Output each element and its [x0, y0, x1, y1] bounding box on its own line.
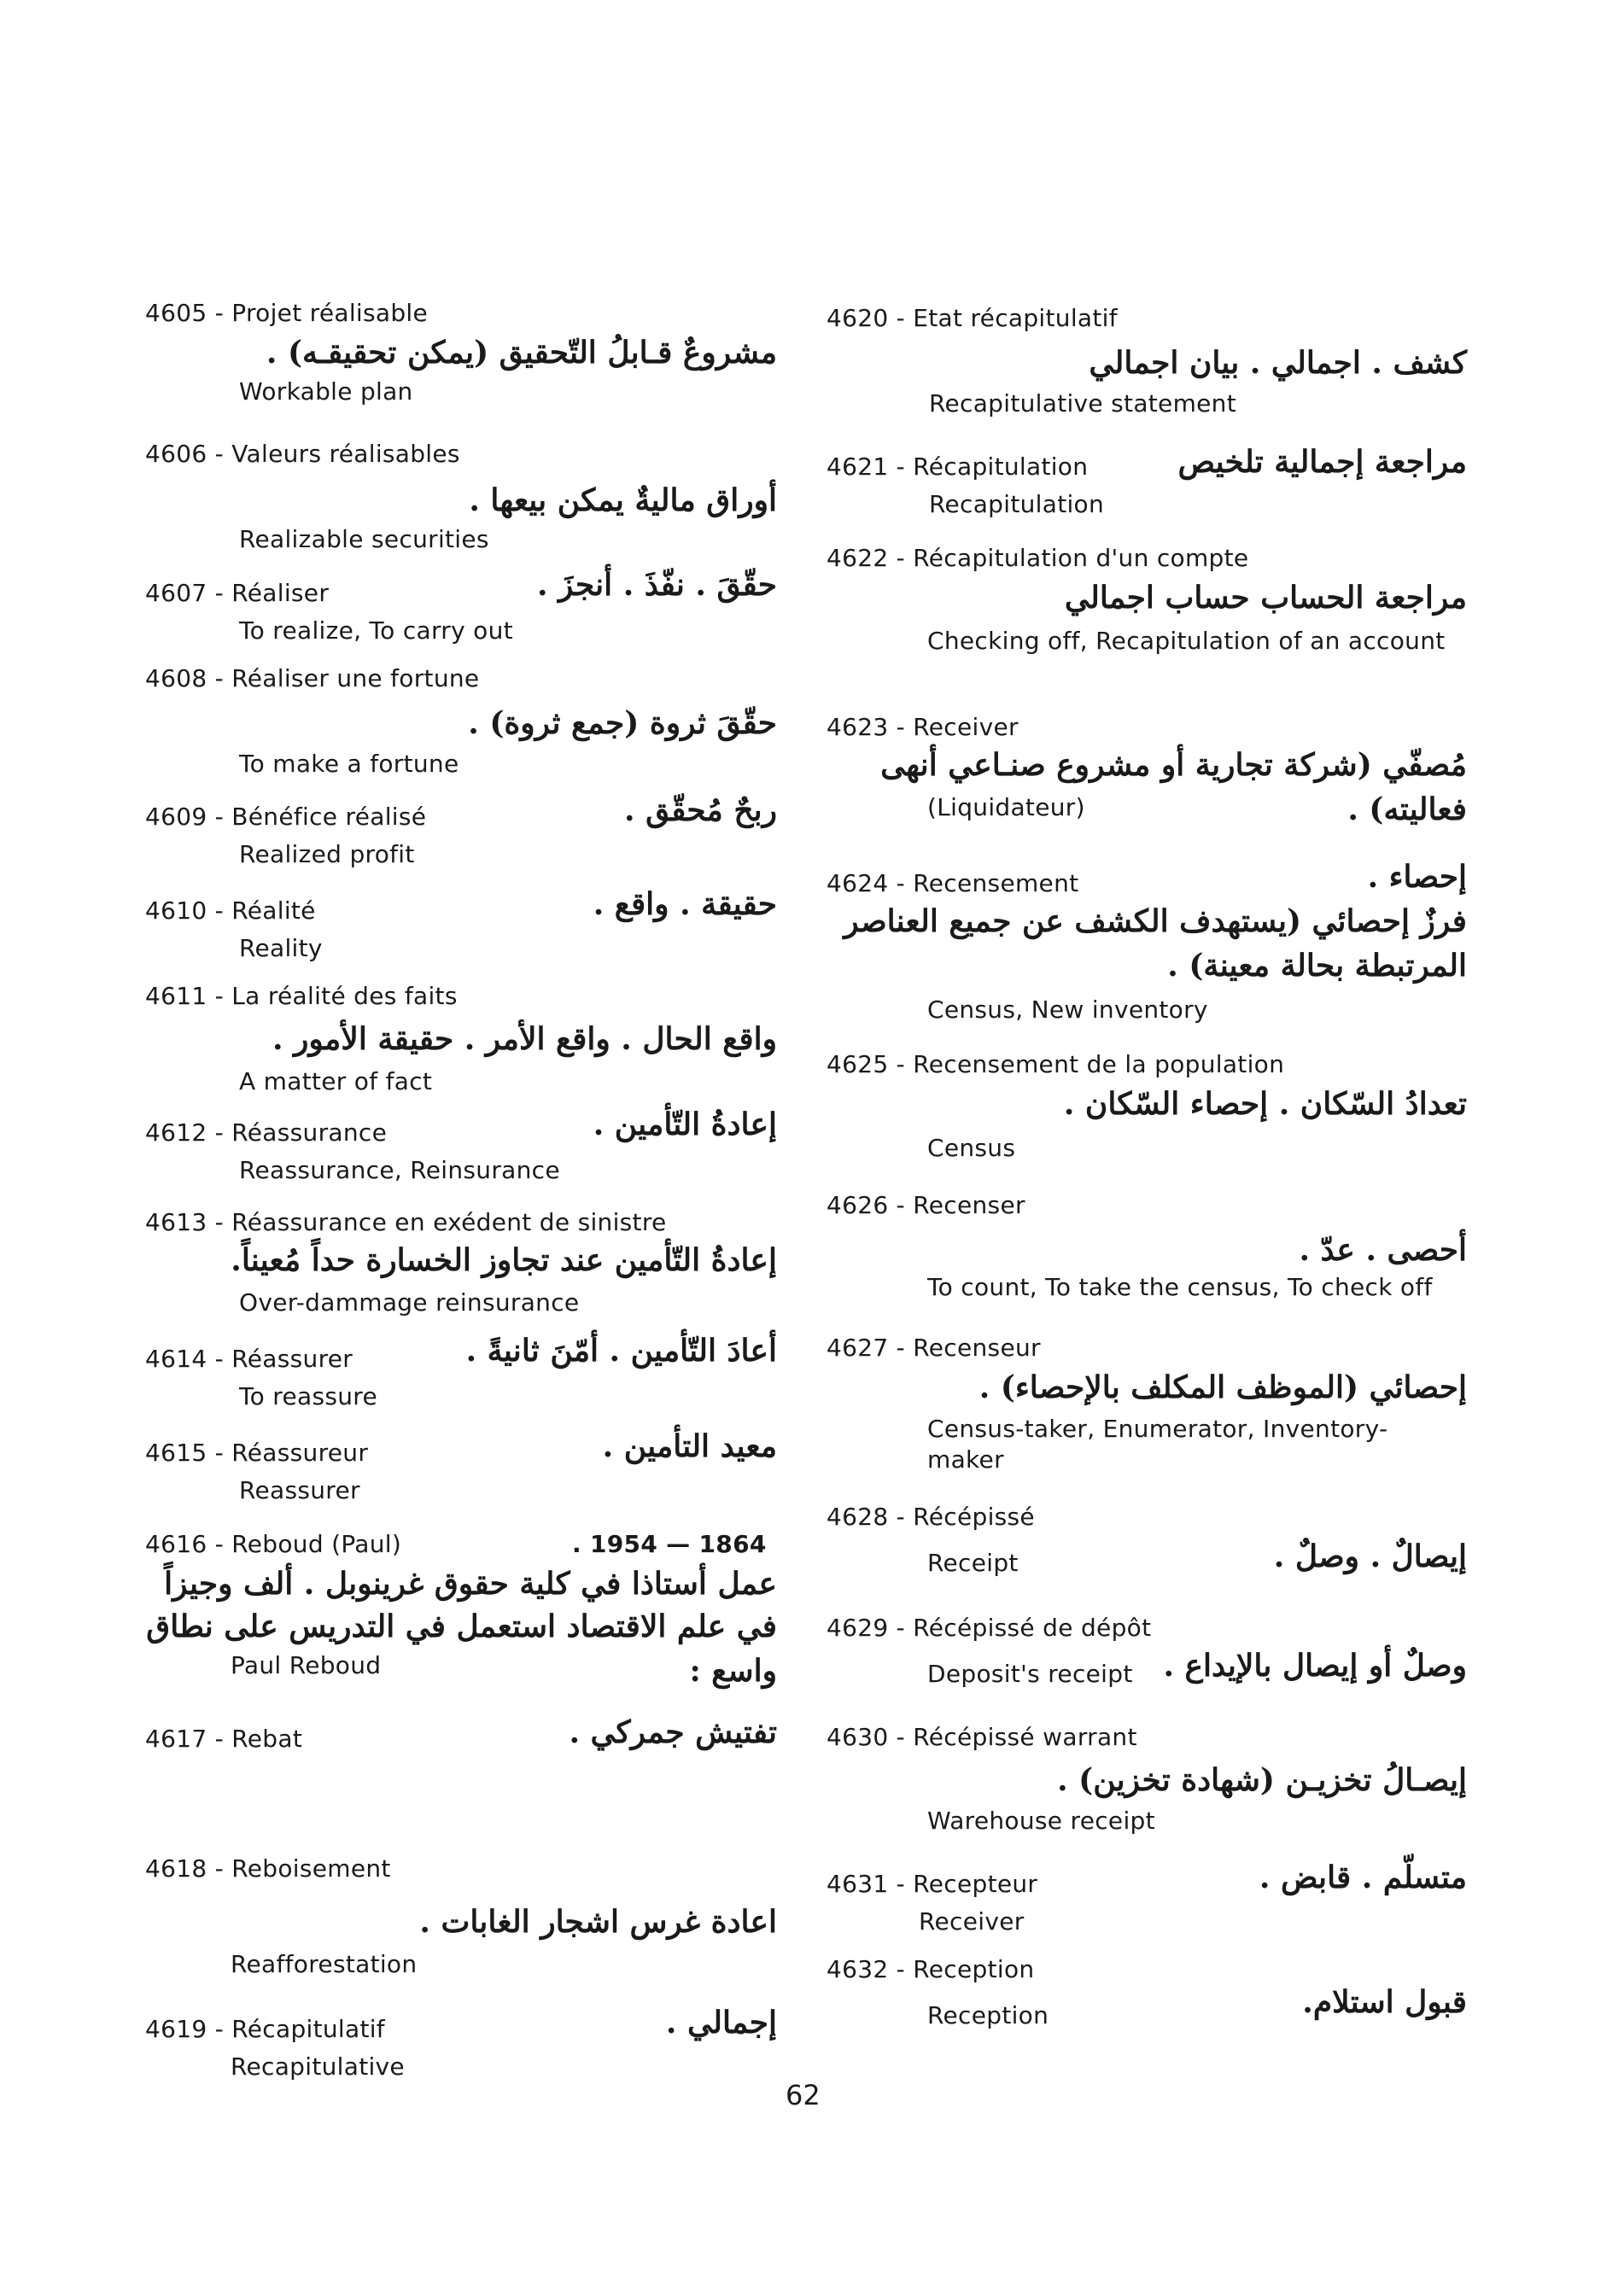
entry-arabic-term: معيد التأمين . — [602, 1428, 777, 1464]
page-number: 62 — [786, 2079, 821, 2111]
entry-english-term: Census — [927, 1134, 1016, 1162]
entry-english-term: Recapitulation — [929, 490, 1105, 518]
entry-english-term: To reassure — [239, 1382, 378, 1410]
entry-arabic-term: إحصاء . — [1367, 859, 1467, 895]
entry-english-term: Receiver — [919, 1907, 1025, 1936]
entry-arabic-term-line2: فعاليته) . — [1347, 791, 1467, 827]
entry-french-term: 4629 - Récépissé de dépôt — [827, 1614, 1152, 1642]
entry-arabic-term-line3: واسع : — [689, 1653, 777, 1689]
entry-english-term: Reception — [927, 2001, 1049, 2029]
entry-french-term: 4615 - Réassureur — [145, 1439, 369, 1467]
entry-arabic-term-line3: المرتبطة بحالة معينة) . — [1167, 948, 1467, 984]
entry-english-term: Reality — [239, 934, 323, 962]
entry-arabic-term: اعادة غرس اشجار الغابات . — [419, 1904, 777, 1940]
entry-arabic-term: واقع الحال . واقع الأمر . حقيقة الأمور . — [272, 1021, 777, 1057]
entry-french-term: 4632 - Reception — [827, 1955, 1035, 1983]
entry-french-term: 4626 - Recenser — [827, 1191, 1025, 1219]
entry-french-term: 4623 - Receiver — [827, 713, 1019, 741]
entry-english-term: Reafforestation — [231, 1950, 418, 1978]
entry-french-term: 4630 - Récépissé warrant — [827, 1723, 1137, 1751]
entry-french-term: 4617 - Rebat — [145, 1725, 303, 1753]
entry-french-term: 4620 - Etat récapitulatif — [827, 304, 1118, 332]
entry-french-term: 4619 - Récapitulatif — [145, 2015, 385, 2043]
entry-arabic-term: أوراق ماليةٌ يمكن بيعها . — [469, 482, 777, 518]
entry-english-term: Census, New inventory — [927, 996, 1208, 1024]
entry-arabic-term: مُصفّي (شركة تجارية أو مشروع صنـاعي أنهى — [880, 747, 1467, 783]
entry-english-term: Paul Reboud — [231, 1651, 382, 1679]
entry-arabic-term-line2: فرزٌ إحصائي (يستهدف الكشف عن جميع العناصر — [844, 903, 1467, 939]
entry-arabic-term: إيصـالُ تخزيـن (شهادة تخزين) . — [1057, 1762, 1467, 1798]
entry-french-term: 4605 - Projet réalisable — [145, 299, 429, 327]
entry-french-term: 4607 - Réaliser — [145, 579, 330, 607]
entry-english-term: Checking off, Recapitulation of an account — [927, 627, 1446, 655]
entry-english-term: To make a fortune — [239, 750, 459, 778]
entry-english-term: Reassurance, Reinsurance — [239, 1156, 560, 1184]
entry-arabic-term: وصلٌ أو إيصال بالإيداع . — [1163, 1648, 1467, 1684]
entry-french-term: 4624 - Recensement — [827, 869, 1079, 897]
entry-arabic-term: حقّقَ ثروة (جمع ثروة) . — [468, 705, 777, 741]
entry-arabic-term: إعادةُ التّأمين . — [593, 1106, 777, 1142]
entry-arabic-term: ربحٌ مُحقّق . — [624, 792, 777, 828]
entry-french-term: 4628 - Récépissé — [827, 1503, 1035, 1531]
entry-arabic-term: مشروعٌ قـابلُ التّحقيق (يمكن تحقيقـه) . — [266, 335, 777, 371]
entry-french-term: 4631 - Recepteur — [827, 1870, 1038, 1898]
entry-arabic-term: مراجعة الحساب حساب اجمالي — [1064, 580, 1467, 616]
entry-arabic-term: تعدادُ السّكان . إحصاء السّكان . — [1063, 1086, 1467, 1122]
entry-arabic-term: عمل أستاذا في كلية حقوق غرينوبل . ألف وجيزاً — [164, 1566, 777, 1602]
entry-arabic-term: مراجعة إجمالية تلخيص — [1177, 444, 1467, 480]
entry-arabic-term: إحصائي (الموظف المكلف بالإحصاء) . — [978, 1369, 1467, 1405]
entry-arabic-term: حقّقَ . نفّذَ . أنجزَ . — [536, 567, 777, 603]
entry-arabic-term: متسلّم . قابض . — [1259, 1860, 1467, 1895]
entry-arabic-term: حقيقة . واقع . — [593, 886, 777, 922]
entry-english-term: To realize, To carry out — [239, 616, 513, 645]
entry-english-term: Realized profit — [239, 840, 415, 868]
entry-french-term: 4613 - Réassurance en exédent de sinistre — [145, 1208, 667, 1236]
entry-english-term: Over-dammage reinsurance — [239, 1288, 580, 1317]
entry-english-term: Reassurer — [239, 1476, 360, 1504]
entry-french-term: 4618 - Reboisement — [145, 1854, 391, 1883]
entry-arabic-term: قبول استلام. — [1302, 1984, 1467, 2020]
entry-arabic-term: إجمالي . — [665, 2005, 777, 2041]
entry-dates: . 1954 — 1864 — [572, 1530, 767, 1558]
entry-french-term: 4610 - Réalité — [145, 896, 316, 925]
entry-english-term: Workable plan — [239, 377, 413, 406]
entry-french-term: 4606 - Valeurs réalisables — [145, 440, 460, 468]
entry-english-term: Recapitulative statement — [929, 389, 1237, 417]
entry-english-term: A matter of fact — [239, 1067, 433, 1095]
entry-french-term: 4611 - La réalité des faits — [145, 982, 458, 1010]
entry-french-term: 4627 - Recenseur — [827, 1334, 1041, 1362]
entry-english-term: Deposit's receipt — [927, 1660, 1133, 1688]
entry-arabic-term: كشف . اجمالي . بيان اجمالي — [1089, 345, 1467, 381]
entry-arabic-term: إيصالٌ . وصلٌ . — [1273, 1539, 1467, 1574]
entry-french-term: 4612 - Réassurance — [145, 1118, 388, 1147]
entry-arabic-term: أحصى . عدّ . — [1299, 1232, 1467, 1268]
entry-english-term: (Liquidateur) — [927, 793, 1085, 821]
entry-arabic-term-line2: في علم الاقتصاد استعمل في التدريس على نطاق — [146, 1609, 777, 1644]
entry-french-term: 4616 - Reboud (Paul) — [145, 1530, 402, 1558]
entry-french-term: 4614 - Réassurer — [145, 1345, 353, 1373]
entry-english-term: Census-taker, Enumerator, Inventory-maker — [927, 1415, 1388, 1474]
entry-french-term: 4608 - Réaliser une fortune — [145, 664, 480, 692]
entry-english-term: Recapitulative — [231, 2052, 405, 2081]
entry-english-term: Warehouse receipt — [927, 1807, 1155, 1835]
entry-arabic-term: إعادةُ التّأمين عند تجاوز الخسارة حداً مُعيناً. — [231, 1242, 777, 1278]
entry-english-term: Receipt — [927, 1549, 1019, 1577]
entry-french-term: 4609 - Bénéfice réalisé — [145, 803, 427, 831]
entry-english-term: To count, To take the census, To check off — [927, 1273, 1433, 1301]
entry-french-term: 4625 - Recensement de la population — [827, 1050, 1285, 1078]
entry-english-term: Realizable securities — [239, 525, 489, 553]
entry-arabic-term: أعادَ التّأمين . أمّنَ ثانيةً . — [465, 1333, 777, 1369]
entry-arabic-term: تفتيش جمركي . — [569, 1714, 777, 1750]
entry-french-term: 4622 - Récapitulation d'un compte — [827, 544, 1249, 572]
entry-french-term: 4621 - Récapitulation — [827, 453, 1089, 481]
